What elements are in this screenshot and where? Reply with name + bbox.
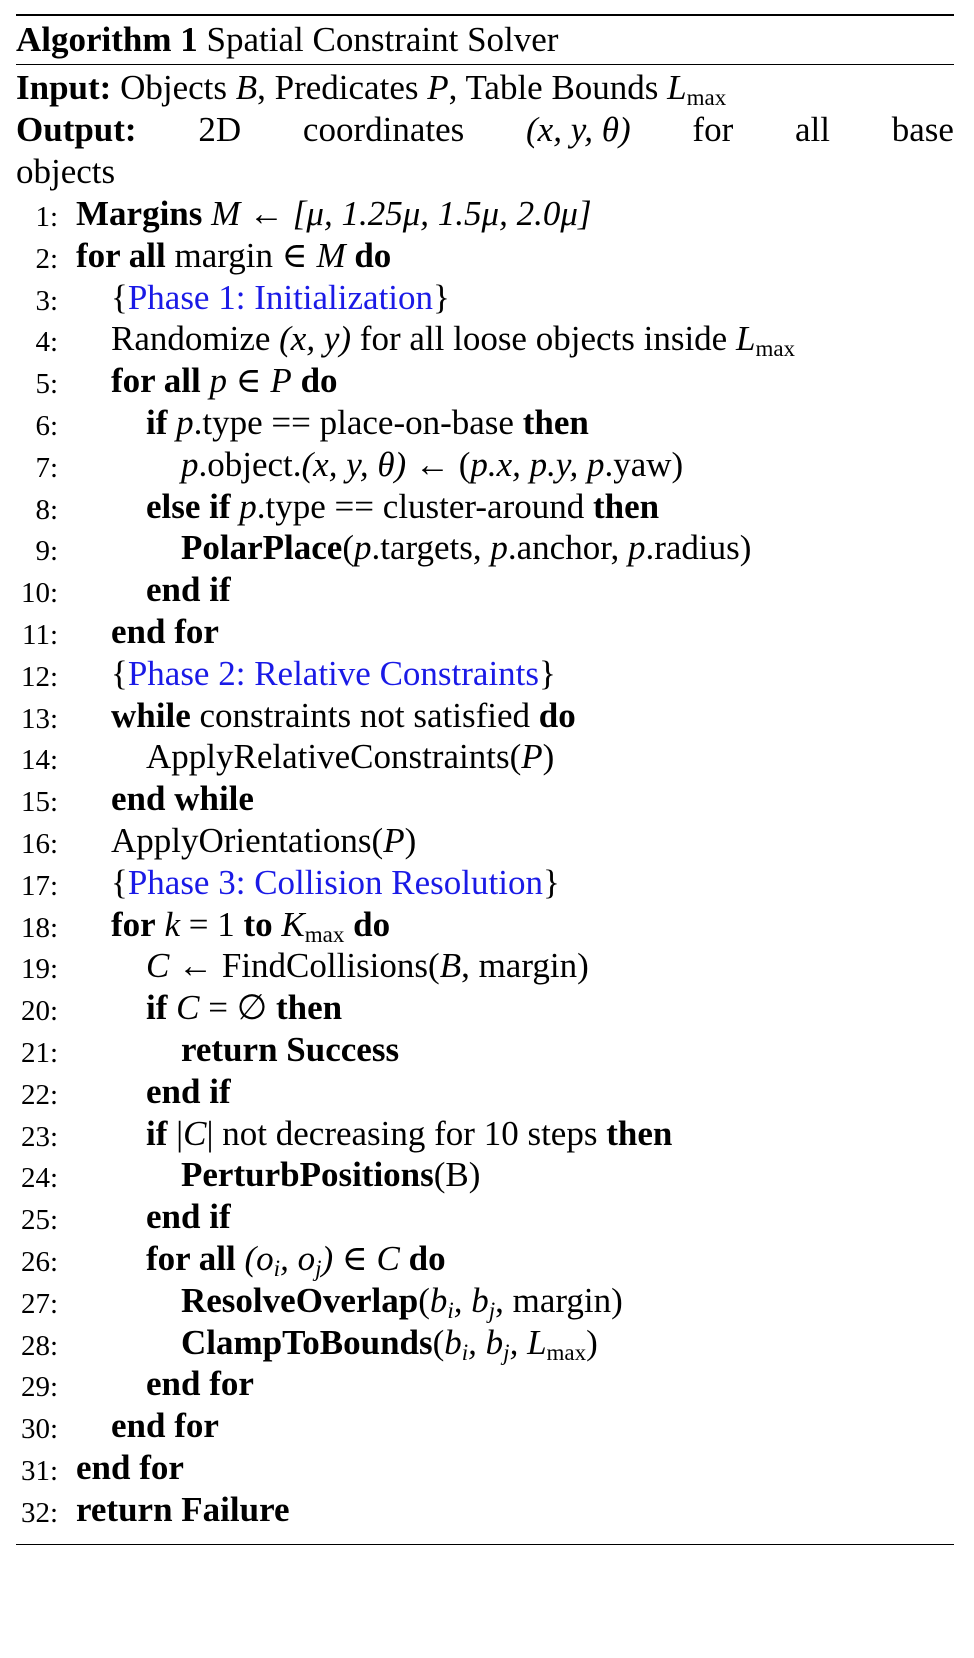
code-token: .type == place-on-base [193, 403, 523, 442]
keyword: PerturbPositions [181, 1155, 434, 1195]
line-number: 10: [20, 577, 58, 610]
input-var-p: P [427, 68, 449, 107]
code-token: M [316, 235, 346, 275]
code-token: ( [342, 528, 354, 568]
keyword: then [606, 1113, 673, 1153]
keyword: for [111, 904, 156, 944]
code-line [111, 819, 416, 863]
input-var-b: B [235, 68, 258, 107]
keyword: then [522, 403, 589, 442]
code-token: .targets, [371, 528, 491, 568]
code-line [181, 1153, 480, 1197]
line-number: 3: [35, 284, 58, 317]
keyword: ClampToBounds [181, 1322, 433, 1362]
code-line [146, 401, 589, 445]
code-token: .type == cluster-around [256, 486, 593, 526]
line-number: 20: [20, 995, 58, 1028]
code-token: ← FindCollisions( [169, 946, 440, 986]
code-line [181, 1321, 598, 1365]
code-line [146, 1362, 254, 1406]
code-token: j [488, 1297, 496, 1323]
code-token: (B) [433, 1155, 481, 1195]
code-token: | not decreasing for 10 steps [206, 1113, 607, 1153]
code-token: { [111, 277, 128, 317]
keyword: end if [146, 1197, 231, 1237]
line-number: 25: [20, 1204, 58, 1237]
code-line [146, 986, 342, 1030]
code-token: i [273, 1256, 281, 1281]
line-number: 15: [20, 786, 58, 819]
keyword: then [592, 486, 660, 526]
code-token: , margin) [461, 946, 589, 986]
keyword: do [399, 1239, 446, 1278]
input-text-1: Objects [120, 68, 227, 107]
code-line [111, 903, 390, 947]
keyword: while [111, 695, 191, 735]
keyword: for all [76, 235, 166, 275]
keyword: for all [146, 1239, 236, 1278]
output-line [16, 108, 954, 152]
code-line [181, 1028, 399, 1072]
code-line [76, 1446, 184, 1490]
line-number: 21: [20, 1037, 58, 1069]
code-token: p [181, 444, 199, 484]
code-token: ApplyOrientations( [111, 821, 384, 860]
code-token: margin ∈ [165, 235, 317, 275]
keyword: end if [146, 1071, 231, 1111]
code-token: , L [509, 1322, 547, 1362]
bottom-rule [16, 1544, 954, 1545]
input-line [16, 66, 726, 110]
code-token: ← [μ, 1.25μ, 1.5μ, 2.0μ] [249, 194, 592, 233]
code-line [181, 526, 751, 570]
code-token: j [315, 1256, 322, 1281]
keyword: do [538, 695, 576, 735]
code-token: { [111, 862, 128, 902]
output-continuation [16, 150, 115, 194]
code-token: , o [280, 1239, 316, 1278]
keyword: end for [111, 1406, 219, 1446]
line-number: 5: [35, 368, 58, 401]
output-word: (x, y, θ) [526, 110, 631, 149]
code-token: p [353, 528, 372, 568]
code-line [111, 359, 338, 403]
keyword: ResolveOverlap [181, 1280, 419, 1320]
line-number: 8: [35, 493, 58, 526]
code-line [76, 1488, 290, 1532]
line-number: 24: [20, 1162, 58, 1195]
code-line [76, 192, 592, 236]
code-token: p ∈ P [200, 361, 292, 401]
code-token: b [429, 1280, 448, 1320]
code-token: ) [542, 737, 555, 777]
code-line [111, 1404, 219, 1448]
code-token: P [383, 821, 405, 860]
code-token: (x, y, θ) [301, 444, 407, 484]
keyword: PolarPlace [181, 528, 343, 568]
line-number: 11: [22, 619, 58, 651]
keyword: for all [111, 361, 201, 401]
code-token: , b [468, 1322, 504, 1362]
code-token: Randomize [111, 319, 280, 359]
output-word: base [891, 110, 954, 149]
input-label: Input: [16, 68, 112, 107]
code-line [146, 1070, 231, 1114]
code-token: ← ( [406, 444, 471, 484]
input-var-l: L [667, 68, 687, 107]
keyword: if [146, 403, 168, 442]
code-token: ) [586, 1322, 598, 1362]
algorithm-number: Algorithm 1 [16, 20, 198, 59]
keyword: end if [146, 570, 231, 610]
line-number: 29: [20, 1371, 58, 1404]
line-number: 12: [20, 660, 58, 693]
code-line [111, 694, 576, 738]
code-line [146, 735, 554, 779]
line-number: 16: [20, 828, 58, 860]
input-text-2: , Predicates [257, 68, 419, 107]
code-token: p.x, p.y, p [470, 444, 605, 484]
line-number: 31: [20, 1455, 58, 1487]
subscript: max [304, 921, 345, 947]
code-line [111, 861, 560, 905]
code-token: i [447, 1297, 454, 1323]
line-number: 28: [20, 1329, 58, 1362]
input-text-3: , Table Bounds [448, 68, 659, 107]
code-token: M [202, 194, 250, 233]
code-token: , b [453, 1280, 489, 1320]
code-token: C [146, 946, 170, 986]
line-number: 32: [20, 1496, 58, 1529]
line-number: 17: [20, 869, 58, 902]
keyword: return Success [181, 1030, 400, 1069]
line-number: 14: [20, 744, 58, 777]
keyword: if [146, 988, 168, 1028]
code-line [76, 234, 391, 278]
code-token: { [111, 653, 128, 693]
comment-text: Phase 3: Collision Resolution [127, 862, 543, 902]
code-token: .anchor, [507, 528, 628, 568]
keyword: then [275, 988, 343, 1028]
code-line [146, 1237, 446, 1281]
algorithm-title [16, 18, 558, 62]
code-token: , margin) [495, 1280, 623, 1320]
keyword: end for [76, 1448, 184, 1487]
keyword: if [146, 1113, 168, 1153]
code-line [146, 568, 231, 612]
code-token: P [521, 737, 543, 777]
top-rule [16, 14, 954, 16]
title-rule [16, 64, 954, 65]
code-token: b [444, 1322, 462, 1362]
keyword: do [291, 361, 338, 401]
code-token: for all loose objects inside [351, 319, 736, 359]
code-line [146, 1112, 672, 1156]
keyword: do [345, 235, 392, 275]
code-token: j [503, 1339, 510, 1365]
line-number: 2: [35, 242, 58, 275]
keyword: end for [111, 612, 219, 651]
code-token: ( [418, 1280, 430, 1320]
keyword: Margins [76, 194, 203, 233]
subscript: max [546, 1339, 587, 1365]
code-line [146, 944, 589, 988]
line-number: 30: [20, 1413, 58, 1446]
code-token: } [539, 653, 556, 693]
code-token: p [230, 486, 257, 526]
code-token: ( [432, 1322, 445, 1362]
comment-text: Phase 1: Initialization [127, 277, 434, 317]
code-token: L [735, 319, 756, 359]
code-line [181, 443, 683, 487]
keyword: return Failure [76, 1489, 290, 1529]
keyword: end for [146, 1364, 254, 1404]
line-number: 19: [20, 953, 58, 986]
code-line [111, 610, 219, 654]
code-token: p [167, 403, 194, 442]
code-token: B [439, 946, 462, 986]
keyword: do [344, 904, 391, 944]
keyword: to [243, 904, 273, 944]
code-token: (o [235, 1239, 274, 1278]
algorithm-name: Spatial Constraint Solver [206, 20, 559, 59]
line-number: 1: [35, 201, 58, 233]
code-token: | [167, 1113, 184, 1153]
output-cont-text: objects [16, 152, 116, 191]
line-number: 27: [20, 1287, 58, 1320]
comment-text: Phase 2: Relative Constraints [127, 653, 540, 693]
code-token: } [542, 862, 560, 902]
output-word: all [795, 110, 830, 149]
line-number: 26: [20, 1246, 58, 1278]
keyword: else if [146, 486, 231, 526]
line-number: 9: [35, 535, 58, 568]
code-token: p [490, 528, 508, 568]
line-number: 6: [35, 410, 58, 442]
output-word: coordinates [302, 110, 465, 149]
line-number: 13: [20, 702, 58, 735]
line-number: 18: [20, 911, 58, 944]
input-sub-max: max [686, 85, 727, 110]
code-token: } [433, 277, 450, 317]
code-line [146, 485, 659, 529]
line-number: 4: [35, 326, 58, 359]
line-number: 22: [20, 1078, 58, 1111]
line-number: 7: [35, 451, 58, 484]
code-token: .object. [198, 444, 302, 484]
code-token: ApplyRelativeConstraints( [146, 737, 522, 777]
subscript: max [755, 336, 796, 362]
code-line [146, 1195, 231, 1239]
code-token: .radius) [645, 528, 752, 568]
code-token: C [167, 988, 200, 1028]
output-label: Output: [16, 110, 137, 149]
code-token: ) ∈ C [321, 1239, 400, 1278]
code-line [111, 652, 556, 696]
keyword: end while [111, 779, 254, 819]
code-token: = 1 [180, 904, 244, 944]
line-number: 23: [20, 1120, 58, 1153]
code-line [181, 1279, 623, 1323]
code-line [111, 317, 795, 361]
code-token: ) [404, 821, 417, 860]
code-token: constraints not satisfied [190, 695, 539, 735]
code-line [111, 777, 254, 821]
code-token: i [461, 1339, 469, 1365]
code-token: K [272, 904, 305, 944]
code-line [111, 276, 450, 320]
code-token: k [155, 904, 180, 944]
code-token: .yaw) [604, 444, 684, 484]
output-word: for [692, 110, 734, 149]
output-word: 2D [198, 110, 242, 149]
code-token: C [183, 1113, 207, 1153]
code-token: = ∅ [199, 988, 276, 1028]
code-token: p [627, 528, 646, 568]
code-token: (x, y) [279, 319, 352, 359]
